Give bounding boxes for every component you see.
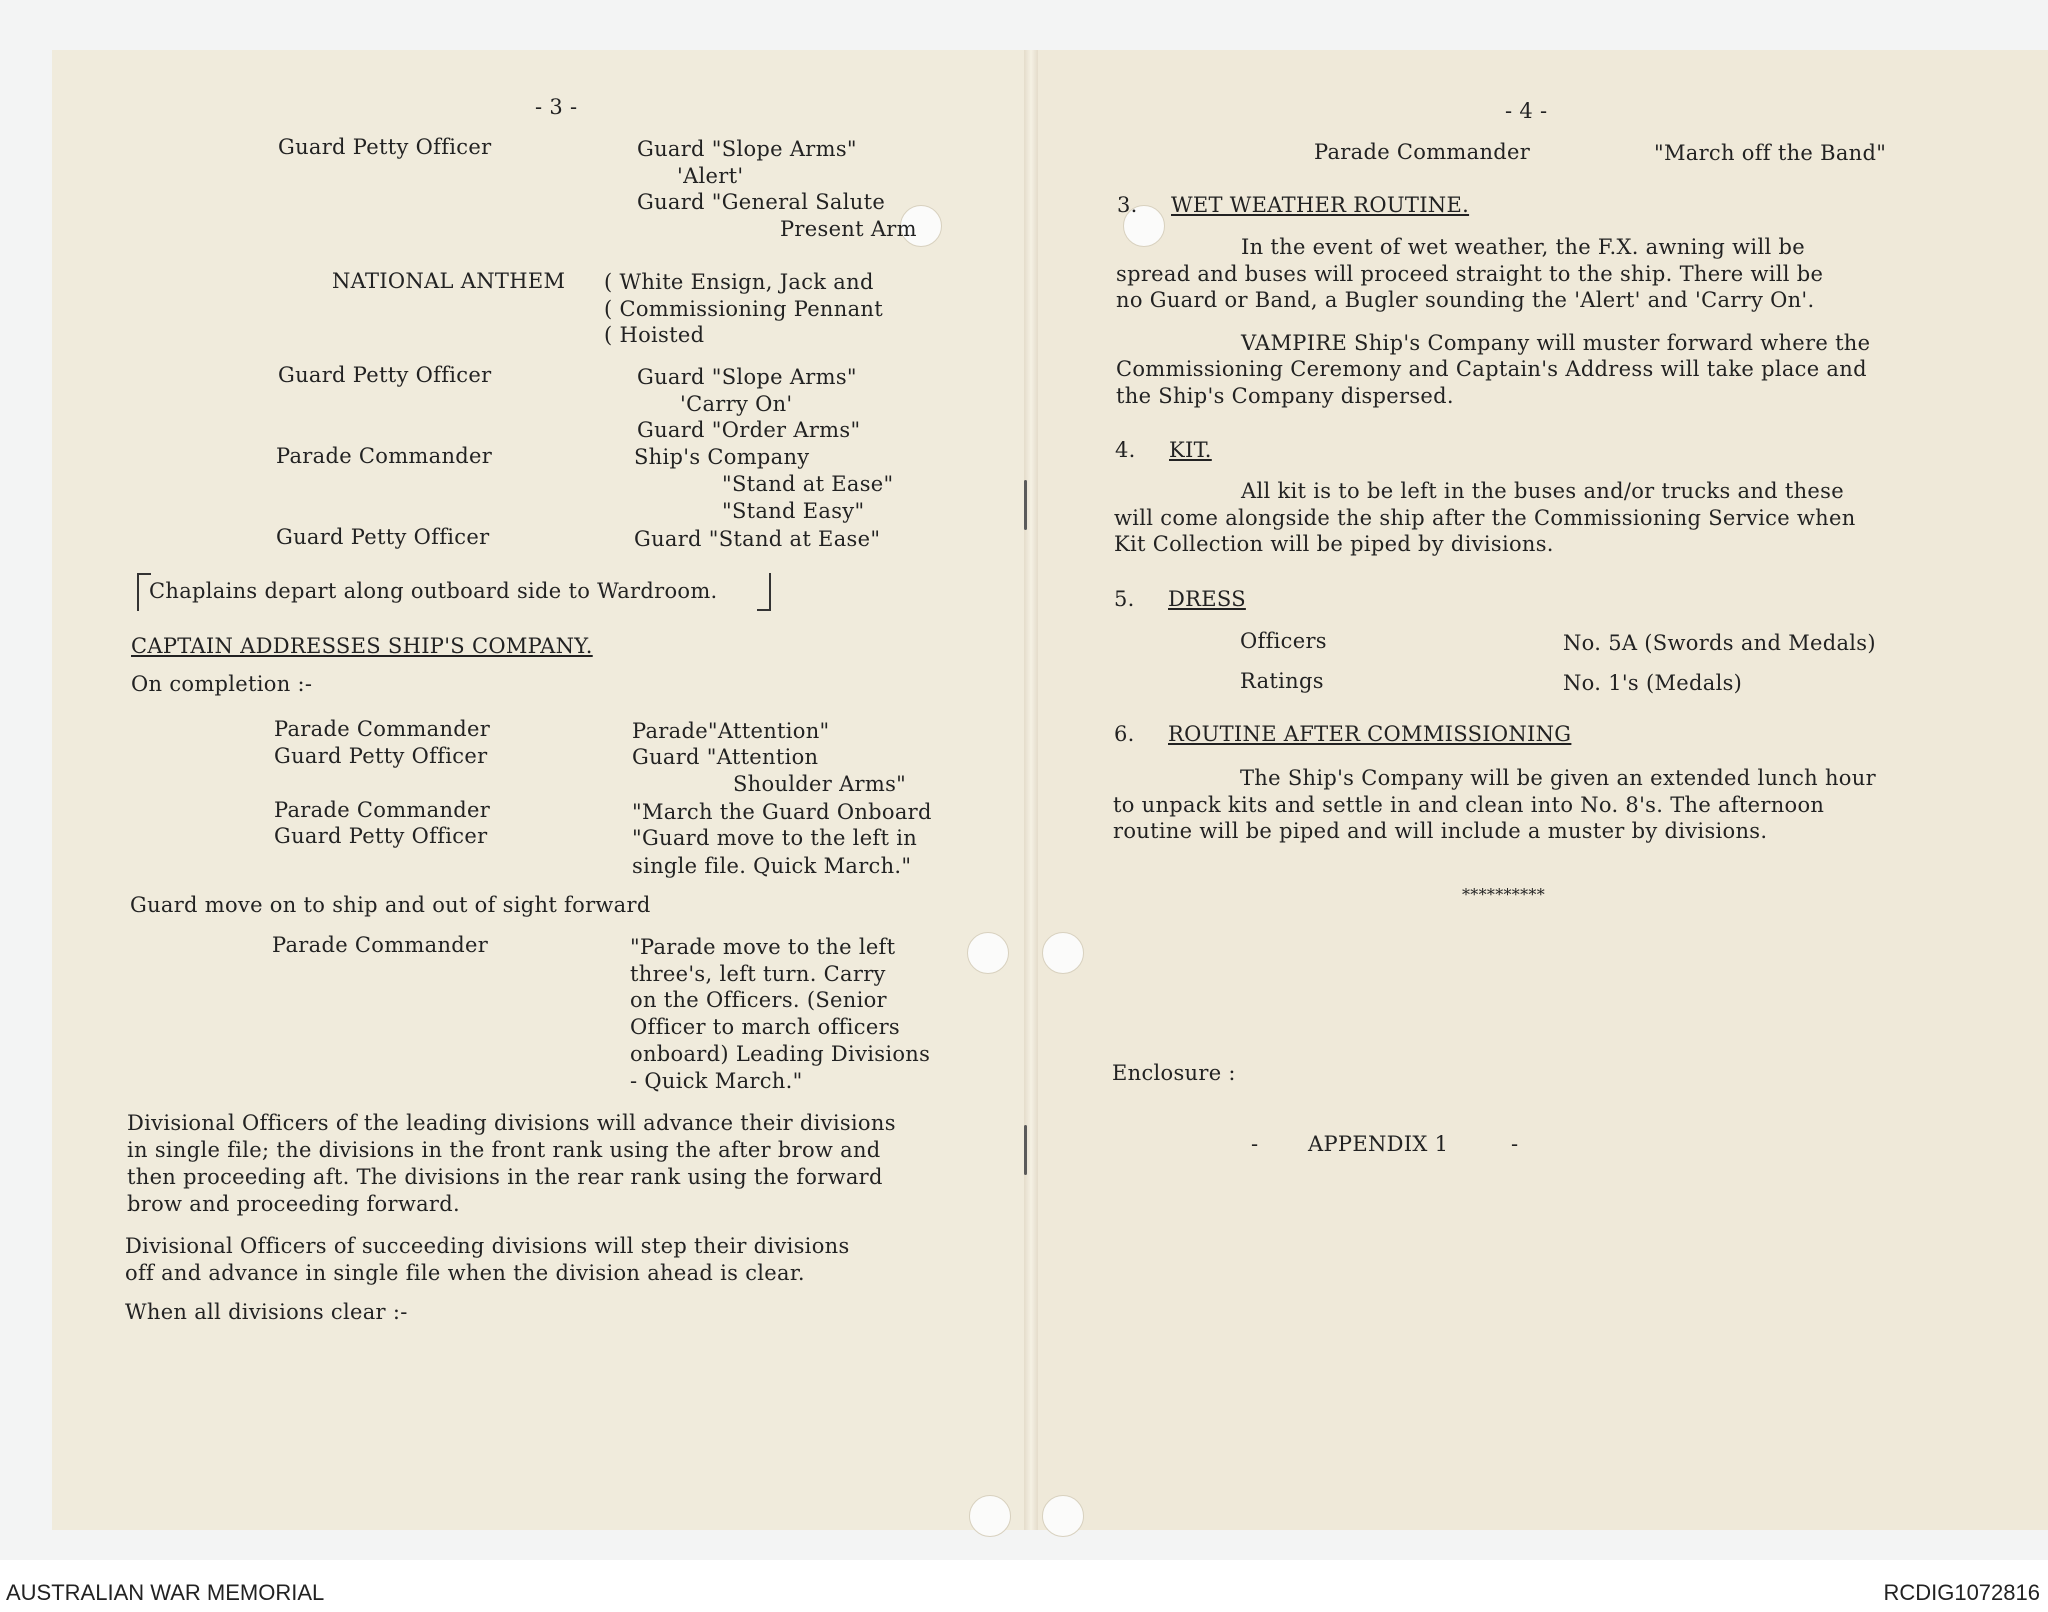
role: Guard Petty Officer <box>274 824 488 848</box>
paragraph-line: Kit Collection will be piped by divisions. <box>1114 532 1554 556</box>
punch-hole <box>969 1495 1011 1537</box>
command: onboard) Leading Divisions <box>630 1042 931 1066</box>
paragraph-line: Commissioning Ceremony and Captain's Address will take place and <box>1116 357 1867 381</box>
paragraph-line: then proceeding aft. The divisions in the rear rank using the forward <box>127 1165 883 1189</box>
section-number: 6. <box>1114 722 1135 746</box>
punch-hole <box>967 932 1009 974</box>
staple <box>1024 480 1027 530</box>
page-number: - 3 - <box>535 95 578 119</box>
role: Parade Commander <box>1314 140 1531 164</box>
command: - Quick March." <box>630 1069 803 1093</box>
section-heading: DRESS <box>1168 587 1246 611</box>
enclosure-label: Enclosure : <box>1112 1061 1236 1085</box>
role: Guard Petty Officer <box>276 525 490 549</box>
role: Parade Commander <box>274 717 491 741</box>
command: "March the Guard Onboard <box>632 800 932 824</box>
dash: - <box>1511 1132 1519 1156</box>
command: ( Commissioning Pennant <box>604 297 883 321</box>
command: Guard "Slope Arms" <box>637 365 857 389</box>
command: "Stand at Ease" <box>722 472 894 496</box>
command: "Guard move to the left in <box>632 826 918 850</box>
role: Parade Commander <box>276 444 493 468</box>
paragraph-line: to unpack kits and settle in and clean into No. 8's. The afternoon <box>1113 793 1825 817</box>
role: Parade Commander <box>272 933 489 957</box>
command: on the Officers. (Senior <box>630 988 887 1012</box>
command: "March off the Band" <box>1654 141 1887 165</box>
command: "Parade move to the left <box>630 935 896 959</box>
command: single file. Quick March." <box>632 854 912 878</box>
command: ( Hoisted <box>604 323 705 347</box>
command: 'Carry On' <box>680 392 793 416</box>
chaplains-note: Chaplains depart along outboard side to Wardroom. <box>149 579 718 603</box>
paragraph-line: the Ship's Company dispersed. <box>1116 384 1454 408</box>
dress-who: Officers <box>1240 629 1327 653</box>
command: 'Alert' <box>677 164 744 188</box>
page-number: - 4 - <box>1505 99 1548 123</box>
command: Officer to march officers <box>630 1015 900 1039</box>
role: Guard Petty Officer <box>278 363 492 387</box>
paragraph-line: no Guard or Band, a Bugler sounding the 'Alert' and 'Carry On'. <box>1116 288 1815 312</box>
command: ( White Ensign, Jack and <box>604 270 874 294</box>
paragraph-line: The Ship's Company will be given an extended lunch hour <box>1240 766 1876 790</box>
separator-stars: ********** <box>1462 885 1545 904</box>
paragraph-line: Divisional Officers of the leading divisions will advance their divisions <box>127 1111 896 1135</box>
dash: - <box>1251 1132 1259 1156</box>
command: Guard "General Salute <box>637 190 886 214</box>
section-heading: KIT. <box>1169 438 1212 462</box>
command: Ship's Company <box>634 445 810 469</box>
command: Present Arm <box>780 217 917 241</box>
role: Parade Commander <box>274 798 491 822</box>
punch-hole <box>1042 932 1084 974</box>
paragraph-line: routine will be piped and will include a muster by divisions. <box>1113 819 1768 843</box>
booklet-fold <box>1024 50 1038 1530</box>
captain-heading: CAPTAIN ADDRESSES SHIP'S COMPANY. <box>131 634 593 658</box>
section-heading: ROUTINE AFTER COMMISSIONING <box>1168 722 1572 746</box>
paragraph-line: will come alongside the ship after the Commissioning Service when <box>1114 506 1856 530</box>
footer-id: RCDIG1072816 <box>1883 1580 2040 1605</box>
paragraph-line: brow and proceeding forward. <box>127 1192 460 1216</box>
paragraph-line: All kit is to be left in the buses and/or trucks and these <box>1241 479 1844 503</box>
command: "Stand Easy" <box>722 499 865 523</box>
command: Guard "Attention <box>632 745 819 769</box>
footer-source: AUSTRALIAN WAR MEMORIAL <box>6 1580 325 1605</box>
national-anthem: NATIONAL ANTHEM <box>332 269 566 293</box>
dress-what: No. 1's (Medals) <box>1563 671 1743 695</box>
when-divisions-clear: When all divisions clear :- <box>125 1300 408 1324</box>
punch-hole <box>1042 1495 1084 1537</box>
dress-what: No. 5A (Swords and Medals) <box>1563 631 1876 655</box>
appendix-label: APPENDIX 1 <box>1308 1132 1449 1156</box>
staple <box>1024 1125 1027 1175</box>
command: Guard "Stand at Ease" <box>634 527 881 551</box>
paragraph-line: off and advance in single file when the division ahead is clear. <box>125 1261 805 1285</box>
section-number: 4. <box>1115 438 1136 462</box>
on-completion: On completion :- <box>131 672 313 696</box>
paragraph-line: spread and buses will proceed straight to the ship. There will be <box>1116 262 1824 286</box>
paragraph-line: Divisional Officers of succeeding divisions will step their divisions <box>125 1234 850 1258</box>
command: Parade"Attention" <box>632 719 830 743</box>
dress-who: Ratings <box>1240 669 1324 693</box>
role: Guard Petty Officer <box>274 744 488 768</box>
section-number: 5. <box>1114 587 1135 611</box>
paragraph-line: in single file; the divisions in the front rank using the after brow and <box>127 1138 881 1162</box>
role: Guard Petty Officer <box>278 135 492 159</box>
command: Guard "Slope Arms" <box>637 137 857 161</box>
section-number: 3. <box>1117 193 1138 217</box>
paragraph-line: VAMPIRE Ship's Company will muster forward where the <box>1241 331 1871 355</box>
guard-move-text: Guard move on to ship and out of sight forward <box>130 893 651 917</box>
paragraph-line: In the event of wet weather, the F.X. awning will be <box>1241 235 1805 259</box>
command: three's, left turn. Carry <box>630 962 886 986</box>
section-heading: WET WEATHER ROUTINE. <box>1171 193 1470 217</box>
command: Shoulder Arms" <box>733 772 907 796</box>
command: Guard "Order Arms" <box>637 418 861 442</box>
